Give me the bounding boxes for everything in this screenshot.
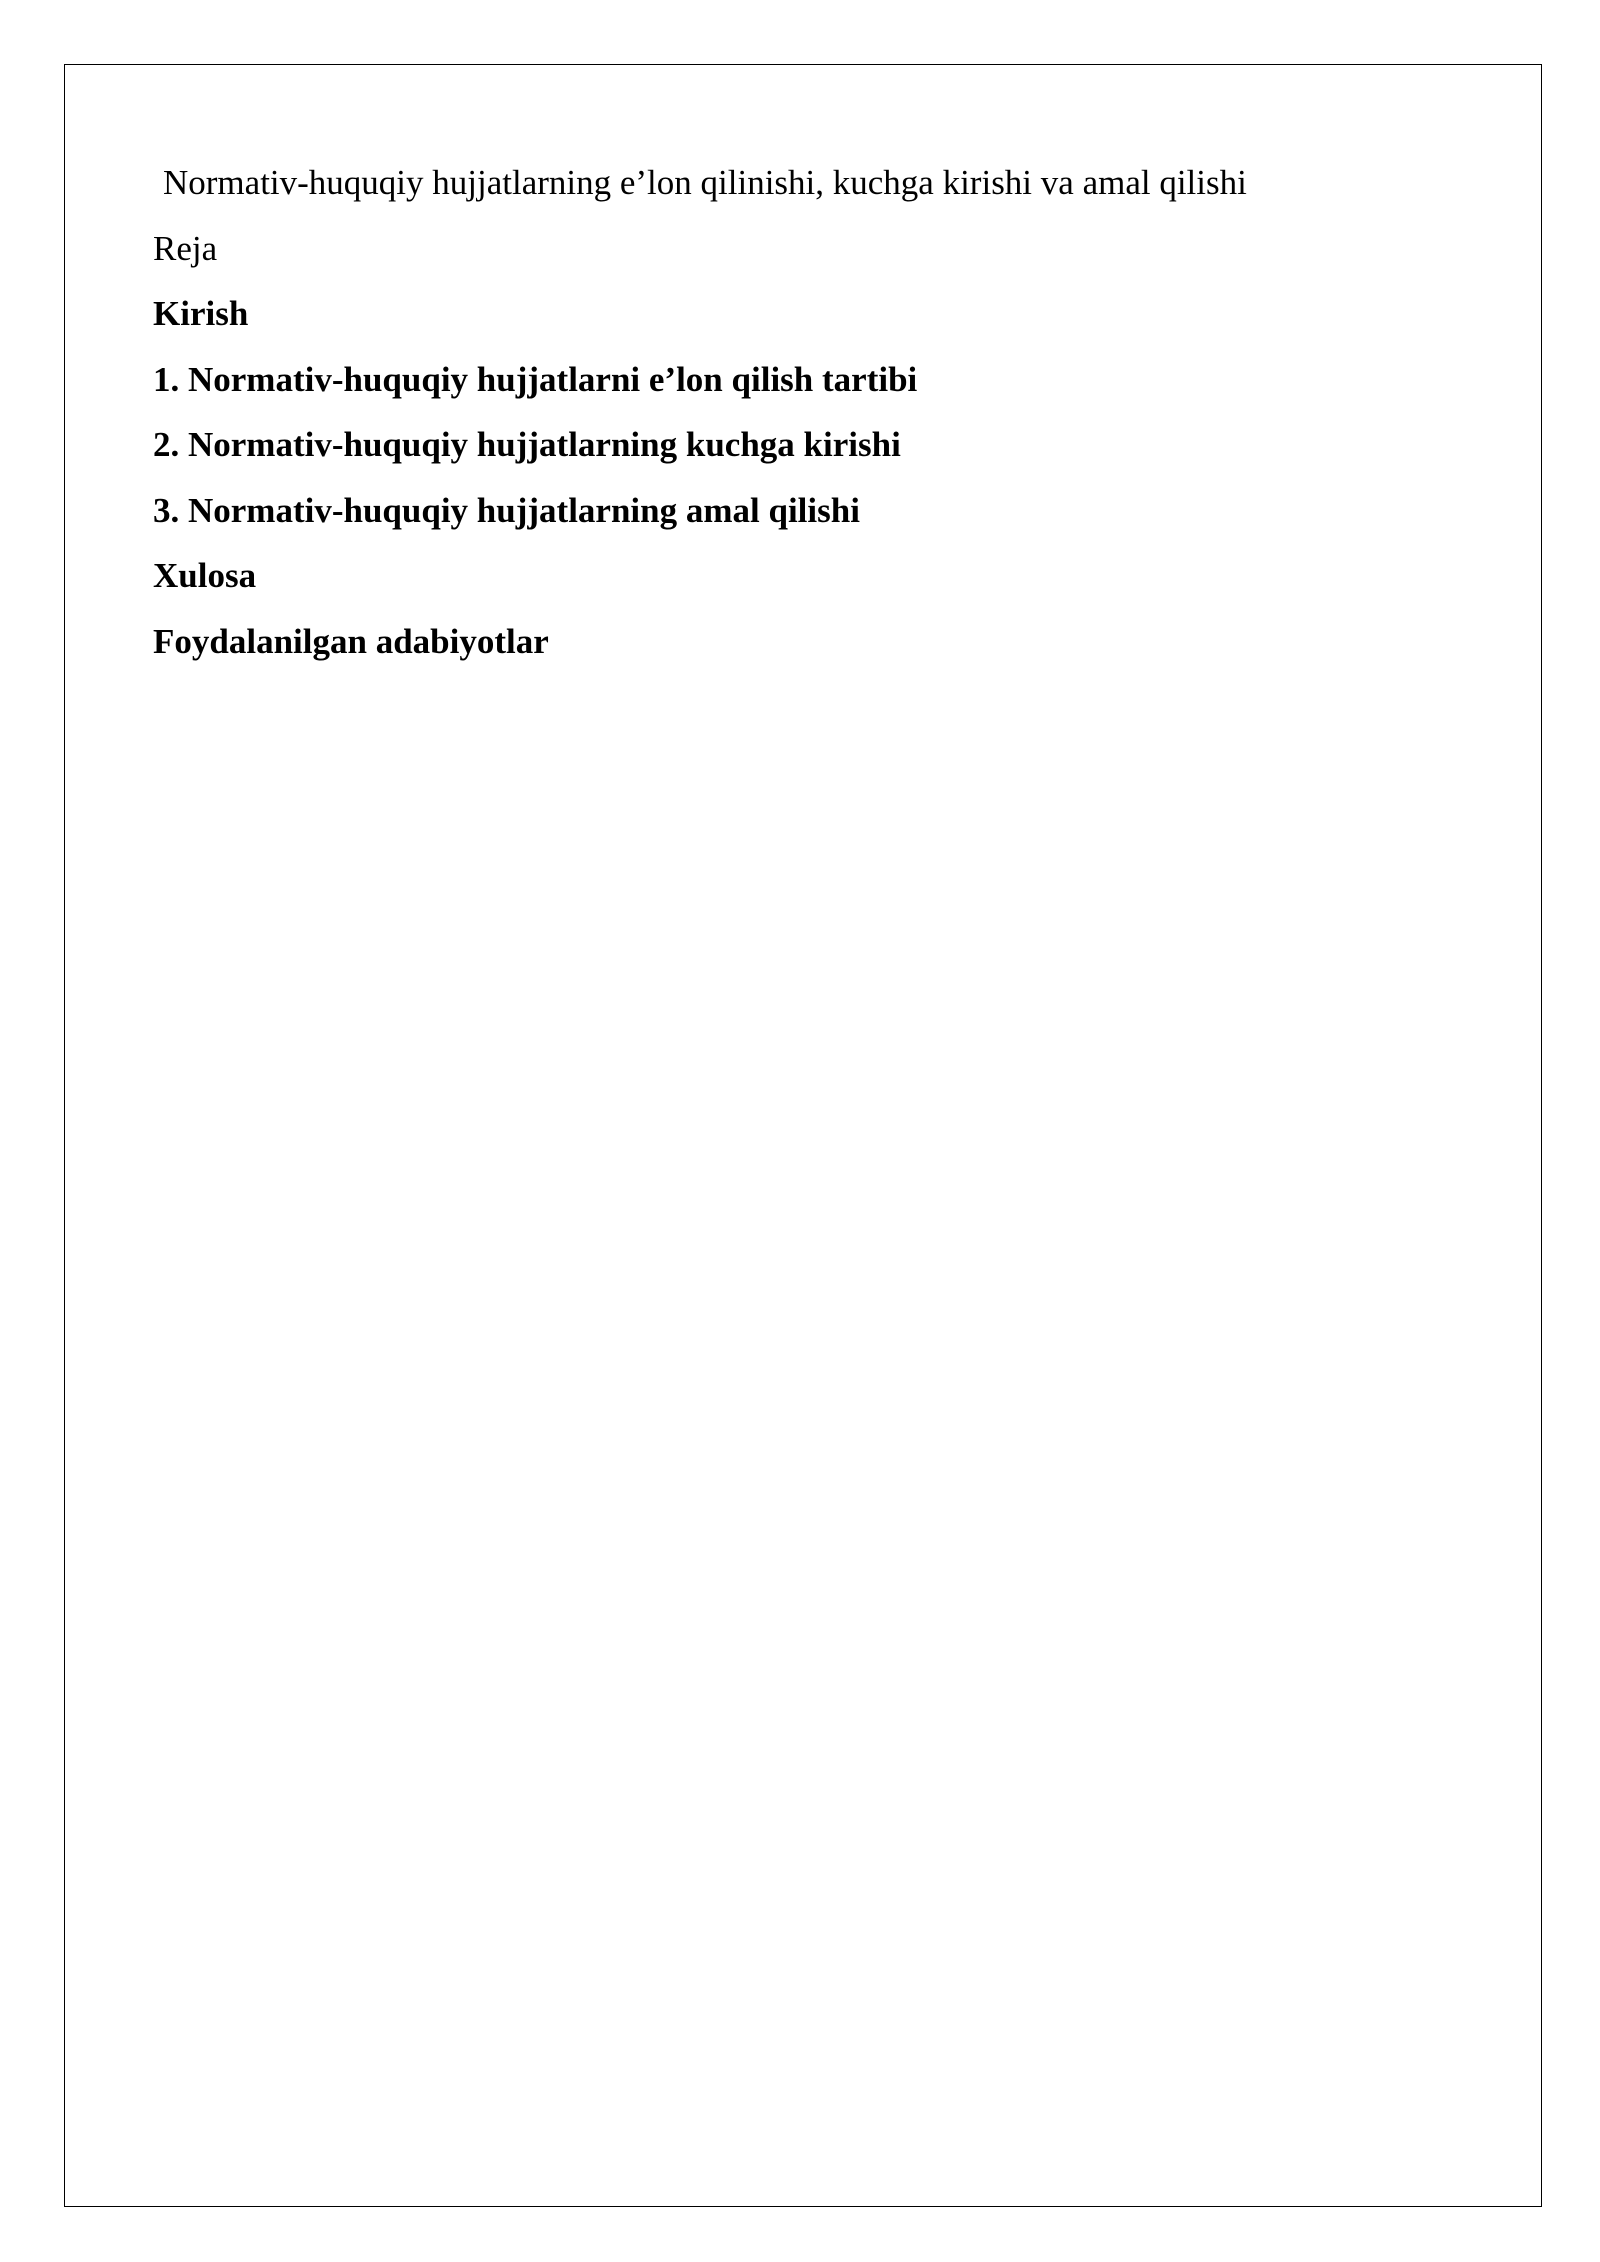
plan-item-introduction: Kirish [153, 294, 249, 333]
plan-item-2: 2. Normativ-huquqiy hujjatlarning kuchga kirishi [153, 425, 901, 464]
document-title: Normativ-huquqiy hujjatlarning e’lon qilinishi, kuchga kirishi va amal qilishi [163, 163, 1247, 202]
document-body [153, 150, 1483, 674]
plan-item-3: 3. Normativ-huquqiy hujjatlarning amal qilishi [153, 490, 860, 530]
plan-item-1: 1. Normativ-huquqiy hujjatlarni e’lon qilish tartibi [153, 359, 918, 399]
plan-heading: Reja [153, 228, 218, 268]
plan-item-references: Foydalanilgan adabiyotlar [153, 621, 549, 661]
plan-item-conclusion: Xulosa [153, 556, 257, 595]
